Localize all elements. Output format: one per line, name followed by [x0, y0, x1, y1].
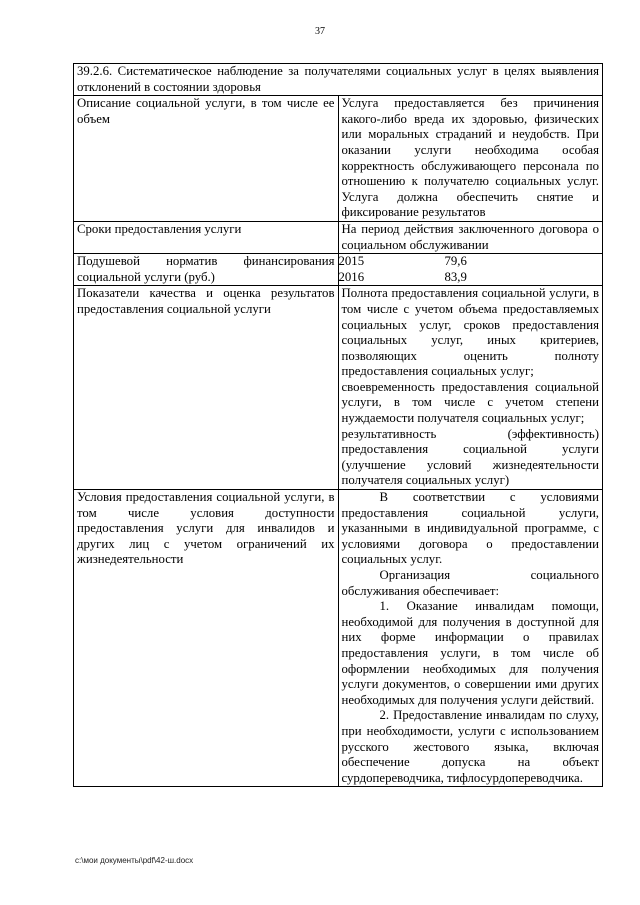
table-row	[74, 254, 603, 286]
norm-years-cell	[338, 254, 603, 286]
norm-year-row	[339, 254, 603, 270]
row-value-terms: На период действия заключенного договора о социальном обслуживании	[338, 221, 603, 253]
page-number: 37	[315, 26, 325, 37]
row-label-quality: Показатели качества и оценка результатов предоставления социальной услуги	[74, 286, 339, 490]
conditions-paragraph: В соответствии с условиями предоставления социальной услуги, указанными в индивидуальной программе, с условиями договора о предоставлении социальных услуг.	[341, 490, 599, 567]
conditions-paragraph: 2. Предоставление инвалидам по слуху, при необходимости, услуги с использованием русского жестового языка, включая обеспечение допуска на объект сурдопереводчика, тифлосурдопереводчика.	[341, 708, 599, 785]
norm-year-row	[339, 270, 603, 286]
conditions-paragraph: 1. Оказание инвалидам помощи, необходимой для получения в доступной для них форме информации о правилах предоставления услуги, в том числе об оформлении необходимых для получения услуги документов, о совершении ими других необходимых для получения услуги действий.	[341, 599, 599, 707]
row-value-description: Услуга предоставляется без причинения какого-либо вреда их здоровью, физических или моральных страданий и неудобств. При оказании услуги необходима особая корректность обслуживающего персонала по отношению к получателю социальных услуг. Услуга должна обеспечить снятие и фиксирование результатов	[338, 96, 603, 222]
quality-line: результативность (эффективность) предоставления социальной услуги (улучшение условий жизнедеятельности получателя социальных услуг)	[341, 426, 599, 488]
row-label-description: Описание социальной услуги, в том числе ее объем	[74, 96, 339, 222]
table-row	[74, 96, 603, 222]
row-value-conditions	[338, 490, 603, 787]
row-label-terms: Сроки предоставления услуги	[74, 221, 339, 253]
section-header-row	[74, 64, 603, 96]
row-label-conditions: Условия предоставления социальной услуги, в том числе условия доступности предоставления услуги для инвалидов и других лиц с учетом ограничений их жизнедеятельности	[74, 490, 339, 787]
table-row	[74, 286, 603, 490]
service-table	[73, 63, 603, 787]
norm-value: 83,9	[444, 269, 467, 284]
norm-value: 79,6	[444, 254, 467, 269]
row-value-quality	[338, 286, 603, 490]
file-path-footer: c:\мои документы\pdf\42-ш.docx	[75, 856, 194, 865]
norm-years-table	[339, 254, 603, 285]
row-label-norm: Подушевой норматив финансирования социальной услуги (руб.)	[74, 254, 339, 286]
section-title: 39.2.6. Систематическое наблюдение за получателями социальных услуг в целях выявления отклонений в состоянии здоровья	[74, 64, 603, 96]
table-row	[74, 221, 603, 253]
table-row	[74, 490, 603, 787]
norm-year: 2015	[338, 254, 365, 269]
norm-year: 2016	[338, 269, 365, 284]
conditions-paragraph: Организация социального обслуживания обеспечивает:	[341, 568, 599, 598]
quality-line: Полнота предоставления социальной услуги, в том числе с учетом объема предоставляемых социальных услуг, сроков предоставления социальных услуг, иных критериев, позволяющих оценить полноту предоставления социальных услуг;	[341, 286, 599, 379]
quality-line: своевременность предоставления социальной услуги, в том числе с учетом степени нуждаемости получателя социальных услуг;	[341, 379, 599, 426]
